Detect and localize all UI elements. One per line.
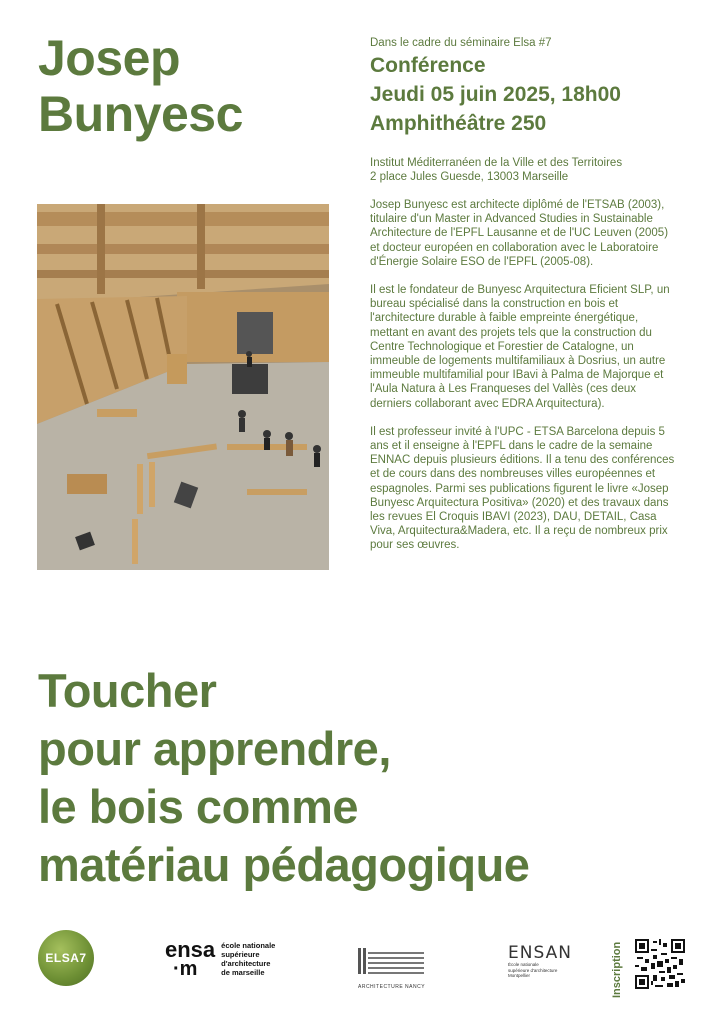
speaker-last-name: Bunyesc <box>38 86 243 142</box>
event-datetime: Jeudi 05 juin 2025, 18h00 <box>370 83 621 106</box>
biography <box>370 198 678 567</box>
architecture-nancy-text: ARCHITECTURE NANCY <box>358 984 426 990</box>
ensam-line: école nationale <box>221 941 276 950</box>
inscription-label: Inscription <box>611 941 623 998</box>
seminar-context: Dans le cadre du séminaire Elsa #7 <box>370 37 552 49</box>
ensam-mark: ensa <box>165 937 216 962</box>
ensan-line: École nationale <box>508 962 539 967</box>
architecture-nancy-mark-icon <box>358 946 426 976</box>
event-type: Conférence <box>370 54 486 77</box>
address <box>370 156 700 184</box>
ensam-logo <box>165 937 276 980</box>
bio-paragraph: Josep Bunyesc est architecte diplômé de l'ETSAB (2003), titulaire d'un Master in Advanced Studies in Sustainable Architecture de l'EPFL Lausanne et de l'UC Leuven (2005) et docteur européen en collaboration avec le Laboratoire d'Énergie Solaire ESO de l'EPFL (2005-08). <box>370 199 669 268</box>
elsa-logo <box>38 930 94 986</box>
address-line-2: 2 place Jules Guesde, 13003 Marseille <box>370 171 569 183</box>
ensam-line: supérieure <box>221 950 260 959</box>
architecture-nancy-logo <box>358 946 426 990</box>
ensam-name <box>221 941 275 977</box>
ensan-logo <box>508 944 572 979</box>
ensam-line: de marseille <box>221 968 265 977</box>
event-info <box>370 36 700 138</box>
title-line-2: pour apprendre, <box>38 722 391 775</box>
ensan-line: Montpellier <box>508 973 531 978</box>
registration-qr-code[interactable] <box>635 939 685 989</box>
qr-code-icon <box>635 939 685 989</box>
title-line-4: matériau pédagogique <box>38 838 530 891</box>
ensan-mark: ENSAN <box>508 943 572 963</box>
bio-paragraph: Il est professeur invité à l'UPC - ETSA Barcelona depuis 5 ans et il enseigne à l'EPFL dans le cadre de la semaine ENNAC depuis plusieurs éditions. Il a tenu des conférences et de cours dans des nombreuses villes européennes et espagnoles. Parmi ses publications figurent le livre «Josep Bunyesc Arquitectura Positiva» (2020) et des travaux dans les revues El Croquis IBAVI (2023), DAU, DETAIL, Casa Viva, Arquitectura&Madera, etc. Il a reçu de nombreux prix pour ses œuvres. <box>370 425 675 552</box>
speaker-first-name: Josep <box>38 30 181 86</box>
conference-title <box>38 662 718 894</box>
title-line-3: le bois comme <box>38 780 358 833</box>
elsa-logo-text: ELSA7 <box>45 951 87 965</box>
address-line-1: Institut Méditerranéen de la Ville et des Territoires <box>370 157 623 169</box>
speaker-name <box>38 30 243 142</box>
ensam-mark-m: ·m <box>173 958 198 980</box>
ensan-line: supérieure d'architecture <box>508 967 558 973</box>
bio-paragraph: Il est le fondateur de Bunyesc Arquitectura Eficient SLP, un bureau spécialisé dans la construction en bois et l'architecture durable à faible empreinte énergétique, mettant en avant des projets tels que la construction du Centre Technologique et Forestier de Catalogne, un immeuble de logements multifamiliaux à Dosrius, un autre immeuble multifamilial pour IBavi à Palma de Majorque et l'Aula Natura à Les Franqueses del Vallès (ces deux derniers collaborant avec EDRA Arquitectura). <box>370 284 670 410</box>
ensam-line: d'architecture <box>221 959 271 968</box>
title-line-1: Toucher <box>38 664 217 717</box>
event-venue: Amphithéâtre 250 <box>370 112 547 135</box>
workshop-photo <box>37 204 329 570</box>
